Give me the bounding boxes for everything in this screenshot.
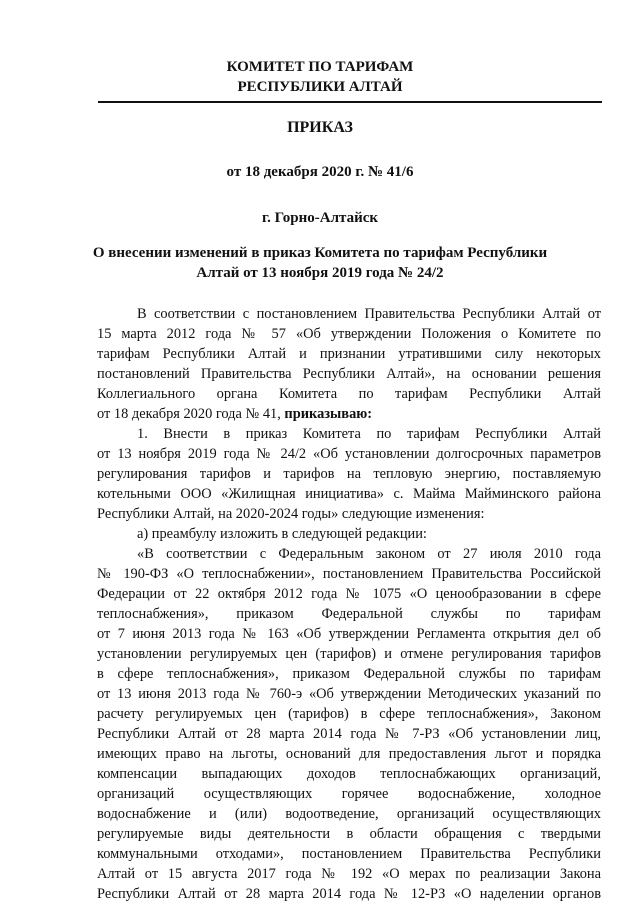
item1-line: регулирования тарифов и тарифов на тепловую энергию, поставляемую [97,466,601,482]
quote-line: водоснабжение и (или) водоотведение, организаций осуществляющих [97,806,601,822]
item-a-line: а) преамбулу изложить в следующей редакции: [137,526,427,542]
preamble-line: В соответствии с постановлением Правительства Республики Алтай от [137,306,601,322]
document-type: ПРИКАЗ [287,119,353,136]
quote-line: регулируемые виды деятельности в области обращения с твердыми [97,826,601,842]
quote-line: установлении регулируемых цен (тарифов) и отмене регулирования тарифов [97,646,601,662]
committee-name-line1: КОМИТЕТ ПО ТАРИФАМ [226,59,414,75]
quote-line: № 190-ФЗ «О теплоснабжении», постановлением Правительства Российской [97,566,601,582]
preamble-line: тарифам Республики Алтай и признании утратившими силу некоторых [97,346,601,362]
preamble-line: 15 марта 2012 года № 57 «Об утверждении Положения о Комитете по [97,326,601,342]
quote-line: от 7 июня 2013 года № 163 «Об утверждении Регламента открытия дел об [97,626,601,642]
header-divider [98,101,602,103]
document-subject-line2: Алтай от 13 ноября 2019 года № 24/2 [196,265,444,281]
quote-line: компенсации выпадающих доходов теплоснабжающих организаций, [97,766,601,782]
order-word: приказываю: [284,406,373,422]
quote-line: Республики Алтай от 28 марта 2014 года № 7-РЗ «Об установлении лиц, [97,726,601,742]
quote-line: от 13 июня 2013 года № 760-э «Об утверждении Методических указаний по [97,686,601,702]
preamble-line: Коллегиального органа Комитета по тарифам Республики Алтай [97,386,601,402]
item1-line: 1. Внести в приказ Комитета по тарифам Республики Алтай [137,426,601,442]
document-subject-line1: О внесении изменений в приказ Комитета по тарифам Республики [92,245,548,261]
item1-line: от 13 ноября 2019 года № 24/2 «Об установлении долгосрочных параметров [97,446,601,462]
quote-line: Алтай от 15 августа 2017 года № 192 «О мерах по реализации Закона [97,866,601,882]
quote-line: коммунальными отходами», постановлением Правительства Республики [97,846,601,862]
quote-line: Республики Алтай от 28 марта 2014 года № 12-РЗ «О наделении органов [97,886,601,902]
document-city: г. Горно-Алтайск [261,210,379,226]
preamble-last-line [97,404,372,424]
committee-name-line2: РЕСПУБЛИКИ АЛТАЙ [237,79,403,95]
quote-line: теплоснабжения», приказом Федеральной службы по тарифам [97,606,601,622]
item1-line: котельными ООО «Жилищная инициатива» с. Майма Майминского района [97,486,601,502]
quote-line: организаций осуществляющих горячее водоснабжение, холодное [97,786,601,802]
quote-line: в сфере теплоснабжения», приказом Федеральной службы по тарифам [97,666,601,682]
preamble-last-text: от 18 декабря 2020 года № 41, [97,406,285,422]
document-date-number: от 18 декабря 2020 г. № 41/6 [226,164,414,180]
item1-last-line: Республики Алтай, на 2020-2024 годы» следующие изменения: [97,506,485,522]
quote-line: Федерации от 22 октября 2012 года № 1075 «О ценообразовании в сфере [97,586,601,602]
quote-line: «В соответствии с Федеральным законом от 27 июля 2010 года [137,546,601,562]
quote-line: расчету регулируемых цен (тарифов) в сфере теплоснабжения», Законом [97,706,601,722]
preamble-line: постановлений Правительства Республики Алтай», на основании решения [97,366,601,382]
quote-line: имеющих право на льготы, оснований для предоставления льгот и порядка [97,746,601,762]
